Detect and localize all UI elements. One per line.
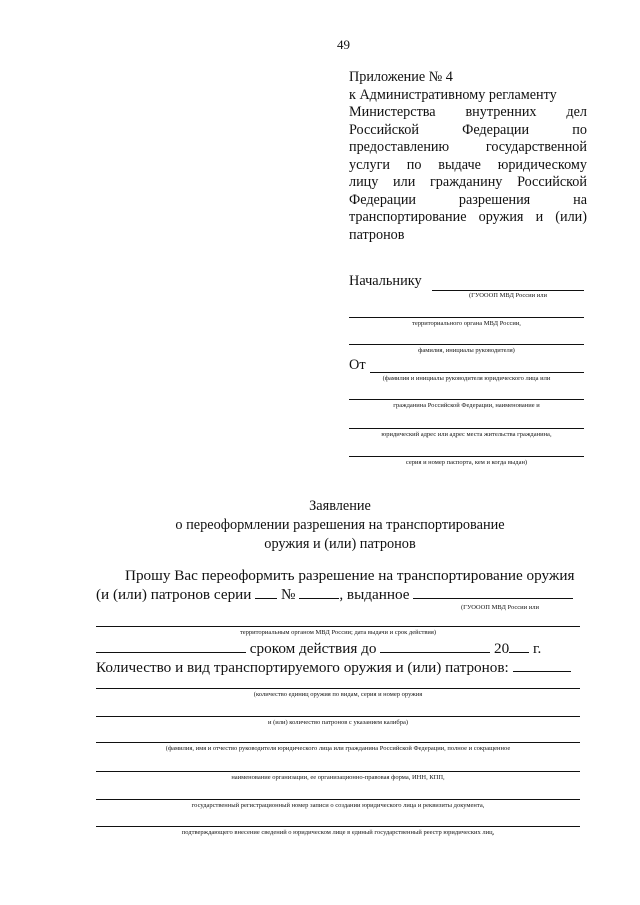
field-line (349, 399, 584, 400)
validity-year: 20 (494, 640, 510, 657)
validity-suffix: г. (533, 640, 542, 657)
number-field (299, 586, 339, 599)
quantity-label: Количество и вид транспортируемого оружия и (или) патронов: (96, 659, 509, 676)
field-hint: юридический адрес или адрес места жительства гражданина, (381, 431, 552, 438)
appendix-line: Федерации разрешения на (349, 191, 587, 208)
series-label: (и (или) патронов серии (96, 586, 252, 603)
field-hint: серия и номер паспорта, кем и когда выдан) (405, 459, 528, 466)
field-line (96, 688, 580, 689)
series-field (255, 586, 277, 599)
field-line (349, 428, 584, 429)
document-subtitle: оружия и (или) патронов (264, 536, 416, 552)
field-hint: (фамилия и инициалы руководителя юридического лица или (382, 375, 551, 382)
quantity-line (96, 659, 571, 677)
field-hint: (ГУОООП МВД России или (469, 292, 547, 299)
field-hint: (фамилия, имя и отчество руководителя юридического лица или гражданина Российской Федерации, полное и сокращенное (165, 745, 511, 752)
validity-date-field (380, 640, 490, 653)
appendix-title: Приложение № 4 (349, 69, 453, 85)
field-hint: наименование организации, ее организационно-правовая форма, ИНН, КПП, (231, 774, 445, 781)
appendix-line: услуги по выдаче юридическому (349, 156, 587, 173)
appendix-line: лицу или гражданину Российской (349, 174, 587, 190)
request-line-series (96, 586, 573, 604)
appendix-line: к Административному регламенту (349, 86, 557, 103)
field-line (96, 716, 580, 717)
appendix-line: транспортирование оружия и (или) (349, 209, 587, 225)
issued-label: , выданное (339, 586, 410, 603)
appendix-line: предоставлению государственной (349, 139, 587, 155)
field-line (96, 799, 580, 800)
field-hint: фамилия, инициалы руководителя) (418, 347, 515, 354)
request-line: Прошу Вас переоформить разрешение на транспортирование оружия (125, 567, 575, 584)
number-label: № (281, 586, 296, 603)
field-hint: территориальным органом МВД России; дата выдачи и срок действия) (239, 629, 437, 636)
field-line (96, 626, 580, 627)
field-hint: гражданина Российской Федерации, наименование и (393, 402, 540, 409)
field-line (349, 344, 584, 345)
validity-year-field (509, 640, 529, 653)
field-hint: и (или) количество патронов с указанием калибра) (267, 719, 409, 726)
document-title: Заявление (309, 498, 371, 514)
from-field-line (370, 372, 584, 373)
field-hint: подтверждающего внесение сведений о юридическом лице в единый государственный реестр юридических лиц, (181, 829, 495, 836)
appendix-line: Российской Федерации по (349, 121, 587, 138)
field-line (349, 456, 584, 457)
from-label: От (349, 357, 366, 373)
appendix-block (349, 69, 587, 244)
issuer-field (413, 586, 573, 599)
validity-prefix-field (96, 640, 246, 653)
validity-label: сроком действия до (249, 640, 377, 657)
appendix-line: патронов (349, 226, 405, 243)
validity-line (96, 640, 541, 658)
field-hint: (ГУОООП МВД России или (461, 604, 539, 611)
to-field-line (432, 290, 584, 291)
field-hint: (количество единиц оружия по видам, серия и номер оружия (253, 691, 423, 698)
field-line (96, 742, 580, 743)
field-line (96, 771, 580, 772)
appendix-line: Министерства внутренних дел (349, 104, 587, 120)
quantity-field (513, 659, 571, 672)
field-hint: государственный регистрационный номер записи о создании юридического лица и реквизиты документа, (191, 802, 485, 809)
to-label: Начальнику (349, 273, 422, 289)
field-line (349, 317, 584, 318)
page-number: 49 (337, 37, 350, 52)
field-line (96, 826, 580, 827)
field-hint: территориального органа МВД России, (412, 320, 521, 327)
document-subtitle: о переоформлении разрешения на транспортирование (175, 517, 505, 533)
